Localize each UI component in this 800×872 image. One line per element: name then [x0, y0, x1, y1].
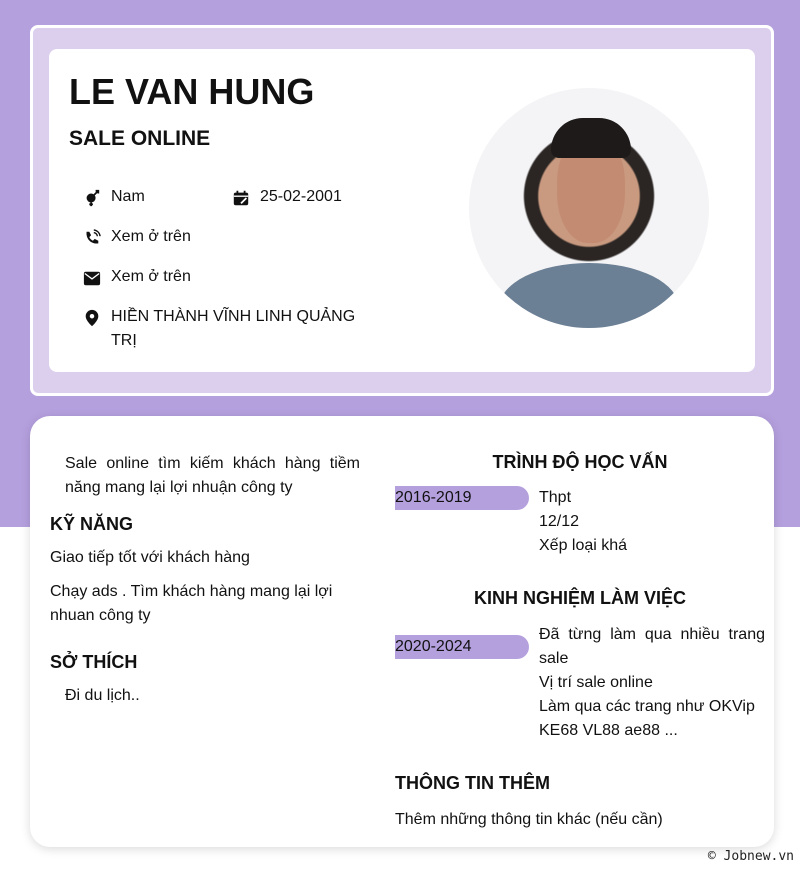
hobbies-text: Đi du lịch..	[65, 687, 140, 704]
phone-value: Xem ở trên	[111, 228, 191, 245]
address-value: HIỀN THÀNH VĨNH LINH QUẢNG TRỊ	[111, 308, 356, 349]
skills-heading: KỸ NĂNG	[50, 514, 134, 534]
address-row	[83, 305, 373, 353]
birthdate-value: 25-02-2001	[260, 188, 342, 205]
extra-info-heading: THÔNG TIN THÊM	[395, 773, 550, 793]
experience-heading: KINH NGHIỆM LÀM VIỆC	[473, 588, 686, 608]
profile-photo	[469, 88, 709, 328]
email-row	[83, 265, 191, 289]
birthdate-row	[232, 185, 342, 209]
gender-row	[83, 185, 145, 209]
hobbies-heading: SỞ THÍCH	[50, 652, 138, 672]
calendar-icon	[232, 189, 250, 207]
phone-row	[83, 225, 191, 249]
phone-icon	[83, 229, 101, 247]
education-line: Thpt	[539, 489, 572, 506]
cv-body-card	[30, 416, 774, 847]
extra-info-text: Thêm những thông tin khác (nếu cần)	[395, 811, 663, 828]
header-card	[49, 49, 755, 372]
skill-item: Giao tiếp tốt với khách hàng	[50, 549, 250, 566]
location-pin-icon	[83, 309, 101, 327]
gender-icon	[83, 189, 101, 207]
email-icon	[83, 269, 101, 287]
experience-line: Đã từng làm qua nhiều trang sale	[539, 626, 765, 667]
education-period: 2016-2019	[395, 486, 529, 510]
skill-item: Chạy ads . Tìm khách hàng mang lại lợi nhuan công ty	[50, 583, 333, 624]
education-heading: TRÌNH ĐỘ HỌC VẤN	[492, 452, 668, 472]
email-value: Xem ở trên	[111, 268, 191, 285]
summary-text: Sale online tìm kiếm khách hàng tiềm năng mang lại lợi nhuận công ty	[65, 455, 360, 496]
gender-value: Nam	[111, 188, 145, 205]
header-frame	[30, 25, 774, 396]
job-title: SALE ONLINE	[69, 127, 211, 150]
candidate-name: LE VAN HUNG	[69, 71, 315, 112]
education-line: Xếp loại khá	[539, 537, 628, 554]
experience-line: Làm qua các trang như OKVip KE68 VL88 ae88 ...	[539, 698, 755, 739]
education-line: 12/12	[539, 513, 580, 530]
experience-line: Vị trí sale online	[539, 674, 653, 691]
experience-period: 2020-2024	[395, 635, 529, 659]
footer-watermark: © Jobnew.vn	[707, 849, 794, 864]
